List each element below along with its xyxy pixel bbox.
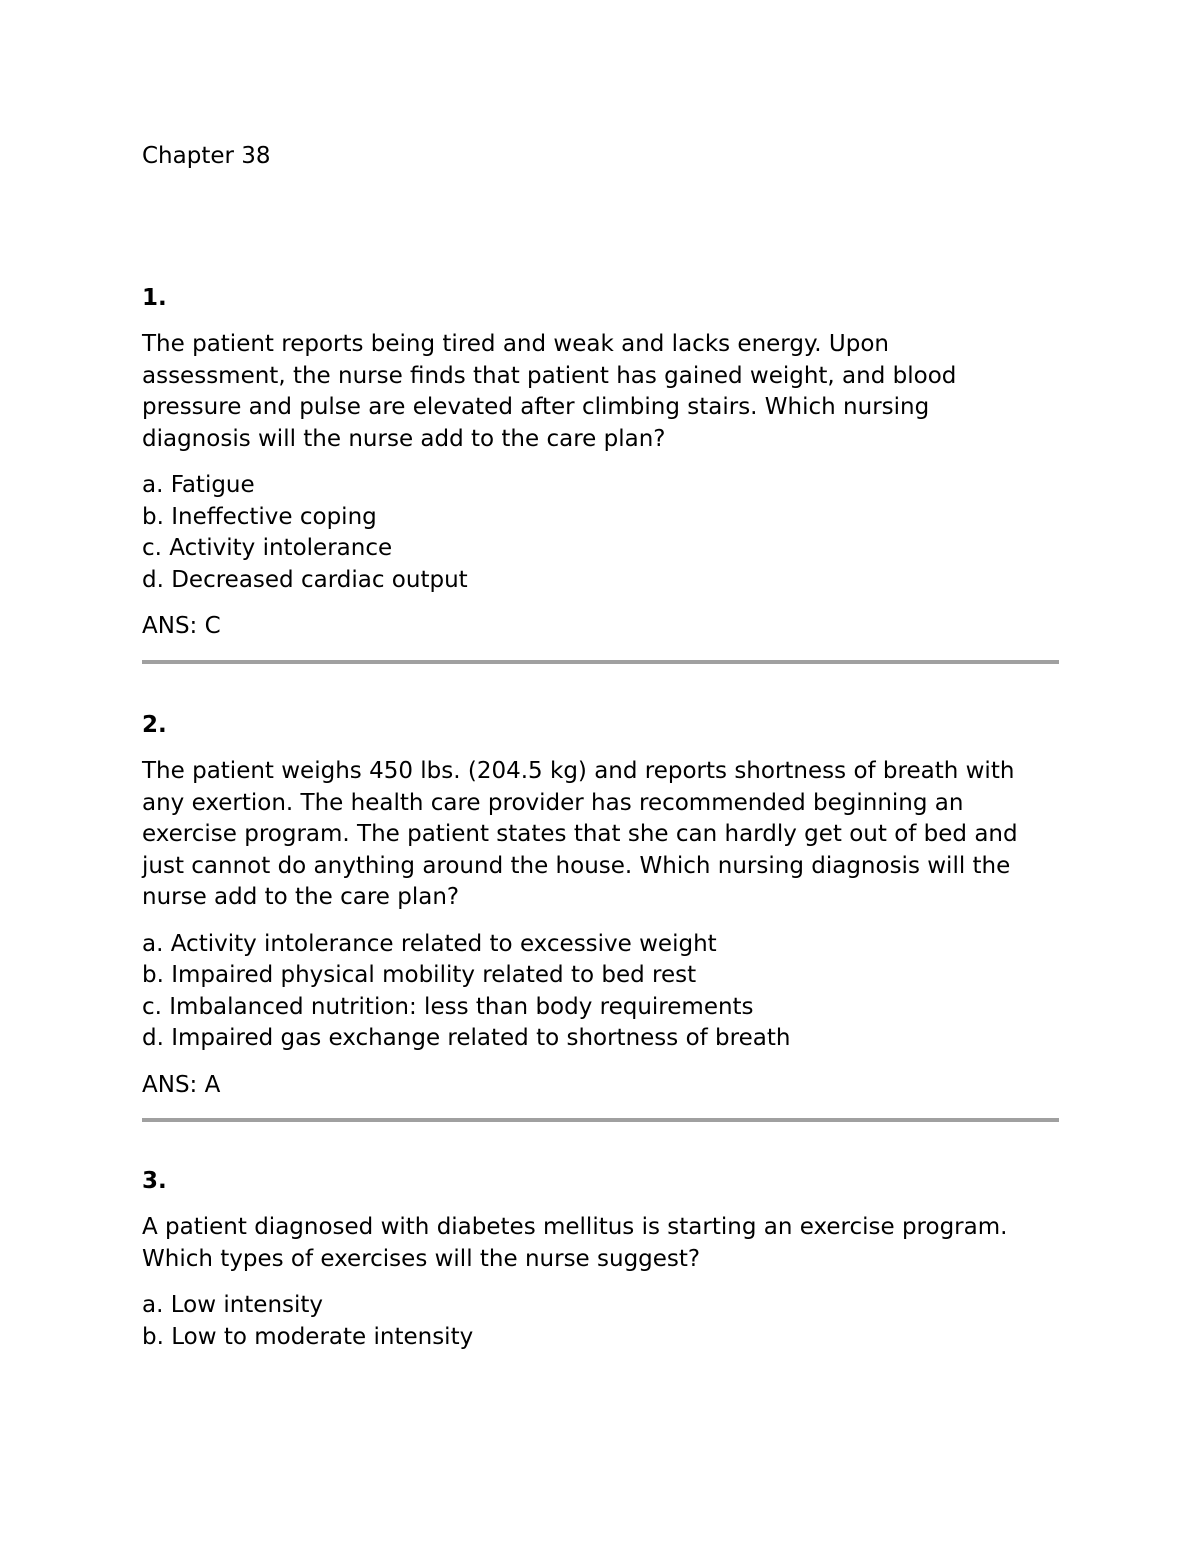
option-c: c. Activity intolerance xyxy=(142,535,393,561)
question-3 xyxy=(142,1166,1060,1353)
answer-key: ANS: C xyxy=(142,613,221,639)
answer-key: ANS: A xyxy=(142,1071,221,1098)
option-b: b. Ineffective coping xyxy=(142,503,377,530)
option-a: a. Fatigue xyxy=(142,472,255,498)
question-1 xyxy=(142,283,1060,641)
answer-options xyxy=(142,929,1060,1055)
option-c: c. Imbalanced nutrition: less than body requirements xyxy=(142,993,754,1020)
question-number: 3. xyxy=(142,1168,167,1194)
question-2 xyxy=(142,710,1060,1100)
option-a: a. Low intensity xyxy=(142,1292,324,1318)
option-d: d. Decreased cardiac output xyxy=(142,566,468,593)
section-divider xyxy=(142,1118,1059,1122)
answer-options xyxy=(142,1290,1060,1353)
option-a: a. Activity intolerance related to excessive weight xyxy=(142,930,717,957)
answer-options xyxy=(142,470,1060,596)
section-divider xyxy=(142,660,1059,664)
option-b: b. Low to moderate intensity xyxy=(142,1323,474,1350)
question-number: 2. xyxy=(142,712,167,738)
chapter-title: Chapter 38 xyxy=(142,143,271,169)
option-b: b. Impaired physical mobility related to bed rest xyxy=(142,962,697,988)
question-stem: A patient diagnosed with diabetes mellitus is starting an exercise program. Which types of exercises will the nurse suggest? xyxy=(142,1214,1008,1272)
option-d: d. Impaired gas exchange related to shortness of breath xyxy=(142,1025,791,1051)
question-stem: The patient weighs 450 lbs. (204.5 kg) and reports shortness of breath with any exertion. The health care provider has recommended beginning an exercise program. The patient states that she can hardly get out of bed and just cannot do anything around the house. Which nursing diagnosis will the nurse add to the care plan? xyxy=(142,758,1018,910)
question-number: 1. xyxy=(142,285,167,311)
question-stem: The patient reports being tired and weak and lacks energy. Upon assessment, the nurse finds that patient has gained weight, and blood pressure and pulse are elevated after climbing stairs. Which nursing diagnosis will the nurse add to the care plan? xyxy=(142,331,957,452)
